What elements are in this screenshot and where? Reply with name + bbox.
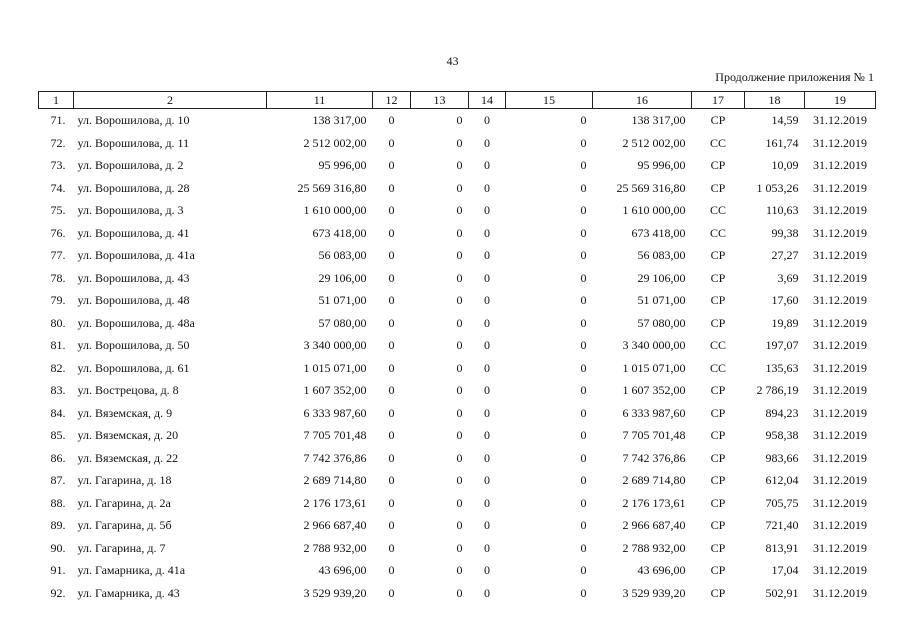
column-header-col-15: 15	[506, 92, 593, 109]
cell-address: ул. Вяземская, д. 22	[77, 450, 179, 465]
cell-col-14: 0	[484, 405, 490, 420]
cell-address: ул. Ворошилова, д. 3	[77, 203, 184, 217]
cell-col-16: 2 966 687,40	[622, 518, 686, 532]
cell-col-18: 17,04	[771, 563, 799, 577]
cell-col-12: 0	[388, 135, 395, 150]
cell-col-17: СР	[710, 450, 726, 465]
cell-col-12: 0	[388, 450, 395, 465]
cell-col-18: 2 786,19	[756, 383, 799, 397]
cell-col-12: 0	[388, 203, 395, 217]
cell-col-11: 138 317,00	[312, 113, 367, 127]
cell-col-19: 31.12.2019	[813, 315, 867, 330]
cell-col-12: 0	[388, 563, 395, 577]
cell-col-16: 2 512 002,00	[622, 135, 686, 150]
cell-col-11: 3 340 000,00	[303, 338, 367, 352]
column-header-col-12: 12	[373, 92, 411, 109]
cell-col-19: 31.12.2019	[813, 158, 867, 172]
cell-col-18: 1 053,26	[756, 180, 799, 195]
cell-col-13: 0	[456, 113, 463, 127]
cell-address: ул. Гамарника, д. 41а	[77, 563, 186, 577]
cell-col-13: 0	[456, 473, 463, 487]
cell-col-19: 31.12.2019	[813, 473, 867, 487]
table-header-row	[39, 92, 876, 109]
table-row	[39, 244, 876, 267]
cell-col-11: 3 529 939,20	[303, 585, 367, 600]
cell-col-13: 0	[456, 338, 463, 352]
cell-col-19: 31.12.2019	[813, 540, 867, 555]
cell-col-19: 31.12.2019	[813, 113, 867, 127]
cell-row-number: 86.	[50, 450, 66, 465]
cell-col-19: 31.12.2019	[813, 293, 867, 307]
cell-col-11: 1 015 071,00	[303, 360, 367, 375]
cell-address: ул. Гагарина, д. 2а	[77, 495, 171, 510]
cell-row-number: 71.	[50, 113, 66, 127]
cell-col-13: 0	[456, 158, 463, 172]
cell-col-19: 31.12.2019	[813, 428, 867, 442]
cell-col-14: 0	[484, 180, 490, 195]
cell-col-17: СР	[710, 585, 726, 600]
cell-col-11: 2 176 173,61	[303, 495, 367, 510]
cell-row-number: 84.	[50, 405, 66, 420]
cell-address: ул. Ворошилова, д. 50	[77, 338, 190, 352]
cell-row-number: 78.	[50, 270, 66, 285]
cell-col-19: 31.12.2019	[813, 180, 867, 195]
cell-row-number: 92.	[50, 585, 66, 600]
cell-col-11: 673 418,00	[312, 225, 367, 240]
cell-col-18: 161,74	[765, 135, 799, 150]
table-row	[39, 424, 876, 447]
cell-row-number: 73.	[50, 158, 66, 172]
table-row	[39, 357, 876, 380]
cell-col-19: 31.12.2019	[813, 225, 867, 240]
cell-col-16: 25 569 316,80	[616, 180, 686, 195]
cell-col-11: 2 966 687,40	[303, 518, 367, 532]
cell-col-17: СР	[710, 540, 726, 555]
cell-col-12: 0	[388, 518, 395, 532]
cell-col-13: 0	[456, 428, 463, 442]
cell-col-15: 0	[580, 158, 587, 172]
cell-col-13: 0	[456, 518, 463, 532]
cell-col-17: СС	[709, 203, 726, 217]
cell-row-number: 81.	[50, 338, 66, 352]
cell-col-11: 56 083,00	[318, 248, 367, 262]
cell-col-18: 894,23	[765, 405, 799, 420]
cell-col-13: 0	[456, 315, 463, 330]
cell-col-12: 0	[388, 225, 395, 240]
cell-col-16: 1 015 071,00	[622, 360, 686, 375]
cell-col-13: 0	[456, 495, 463, 510]
cell-row-number: 76.	[50, 225, 66, 240]
cell-col-11: 51 071,00	[318, 293, 367, 307]
cell-col-14: 0	[484, 585, 490, 600]
cell-col-13: 0	[456, 360, 463, 375]
cell-col-14: 0	[484, 428, 490, 442]
cell-address: ул. Ворошилова, д. 48	[77, 293, 190, 307]
table-row	[39, 492, 876, 515]
cell-col-16: 56 083,00	[637, 248, 686, 262]
cell-col-17: СР	[710, 158, 726, 172]
cell-row-number: 87.	[50, 473, 66, 487]
table-row	[39, 289, 876, 312]
cell-col-15: 0	[580, 495, 587, 510]
cell-col-17: СР	[710, 428, 726, 442]
cell-col-13: 0	[456, 293, 463, 307]
cell-col-12: 0	[388, 338, 395, 352]
cell-address: ул. Гамарника, д. 43	[77, 585, 180, 600]
cell-col-11: 43 696,00	[318, 563, 367, 577]
cell-col-15: 0	[580, 473, 587, 487]
cell-col-16: 138 317,00	[631, 113, 686, 127]
column-header-row-number: 1	[39, 92, 74, 109]
cell-col-15: 0	[580, 563, 587, 577]
cell-row-number: 90.	[50, 540, 66, 555]
cell-col-19: 31.12.2019	[813, 360, 867, 375]
cell-col-19: 31.12.2019	[813, 450, 867, 465]
cell-col-16: 7 705 701,48	[622, 428, 686, 442]
cell-col-17: СР	[710, 248, 726, 262]
cell-col-16: 43 696,00	[637, 563, 686, 577]
cell-col-13: 0	[456, 405, 463, 420]
cell-address: ул. Гагарина, д. 18	[77, 473, 172, 487]
cell-col-13: 0	[456, 540, 463, 555]
cell-col-18: 110,63	[765, 203, 799, 217]
cell-col-12: 0	[388, 473, 395, 487]
cell-address: ул. Ворошилова, д. 61	[77, 360, 190, 375]
cell-col-16: 1 607 352,00	[622, 383, 686, 397]
cell-col-11: 1 607 352,00	[303, 383, 367, 397]
cell-col-14: 0	[484, 158, 490, 172]
table-row	[39, 132, 876, 155]
cell-col-15: 0	[580, 225, 587, 240]
cell-row-number: 77.	[50, 248, 66, 262]
table-row	[39, 334, 876, 357]
cell-col-18: 19,89	[771, 315, 799, 330]
cell-col-14: 0	[484, 225, 490, 240]
table-row	[39, 514, 876, 537]
cell-col-13: 0	[456, 383, 463, 397]
table-row	[39, 582, 876, 605]
table-row	[39, 109, 876, 132]
cell-col-12: 0	[388, 113, 395, 127]
cell-col-19: 31.12.2019	[813, 203, 867, 217]
cell-col-17: СР	[710, 180, 726, 195]
cell-col-14: 0	[484, 113, 490, 127]
cell-address: ул. Ворошилова, д. 41	[77, 225, 190, 240]
cell-col-16: 1 610 000,00	[622, 203, 686, 217]
cell-col-15: 0	[580, 405, 587, 420]
cell-col-13: 0	[456, 203, 463, 217]
cell-row-number: 88.	[50, 495, 66, 510]
table-row	[39, 312, 876, 335]
cell-address: ул. Вяземская, д. 20	[77, 428, 179, 442]
cell-col-14: 0	[484, 563, 490, 577]
cell-col-15: 0	[580, 315, 587, 330]
cell-address: ул. Вострецова, д. 8	[77, 383, 179, 397]
table-row	[39, 447, 876, 470]
cell-col-12: 0	[388, 383, 395, 397]
cell-col-15: 0	[580, 585, 587, 600]
cell-col-16: 6 333 987,60	[622, 405, 686, 420]
column-header-col-13: 13	[411, 92, 469, 109]
table-row	[39, 379, 876, 402]
column-header-col-17: 17	[692, 92, 745, 109]
cell-col-16: 2 689 714,80	[622, 473, 686, 487]
cell-address: ул. Ворошилова, д. 48а	[77, 315, 195, 330]
cell-col-12: 0	[388, 540, 395, 555]
column-header-col-14: 14	[469, 92, 506, 109]
cell-col-12: 0	[388, 180, 395, 195]
cell-col-14: 0	[484, 135, 490, 150]
cell-col-14: 0	[484, 293, 490, 307]
cell-col-18: 27,27	[771, 248, 799, 262]
cell-col-15: 0	[580, 203, 587, 217]
cell-col-15: 0	[580, 450, 587, 465]
cell-col-17: СР	[710, 473, 726, 487]
cell-col-14: 0	[484, 495, 490, 510]
cell-col-17: СР	[710, 383, 726, 397]
cell-col-12: 0	[388, 270, 395, 285]
cell-col-17: СР	[710, 293, 726, 307]
cell-col-17: СР	[710, 315, 726, 330]
cell-col-18: 17,60	[771, 293, 799, 307]
table-row	[39, 154, 876, 177]
cell-col-14: 0	[484, 338, 490, 352]
cell-col-15: 0	[580, 248, 587, 262]
cell-col-19: 31.12.2019	[813, 338, 867, 352]
column-header-col-11: 11	[267, 92, 373, 109]
cell-col-11: 95 996,00	[318, 158, 367, 172]
cell-col-14: 0	[484, 248, 490, 262]
cell-col-14: 0	[484, 270, 490, 285]
cell-col-16: 57 080,00	[637, 315, 686, 330]
cell-col-18: 502,91	[765, 585, 799, 600]
cell-col-13: 0	[456, 563, 463, 577]
cell-col-17: СР	[710, 563, 726, 577]
table-row	[39, 222, 876, 245]
cell-row-number: 79.	[50, 293, 66, 307]
cell-col-12: 0	[388, 495, 395, 510]
column-header-address: 2	[74, 92, 267, 109]
cell-col-16: 2 788 932,00	[622, 540, 686, 555]
cell-col-12: 0	[388, 158, 395, 172]
cell-col-15: 0	[580, 428, 587, 442]
cell-col-11: 57 080,00	[318, 315, 367, 330]
cell-col-11: 7 742 376,86	[303, 450, 367, 465]
cell-col-16: 95 996,00	[637, 158, 686, 172]
cell-col-15: 0	[580, 113, 587, 127]
cell-col-11: 2 689 714,80	[303, 473, 367, 487]
cell-col-12: 0	[388, 315, 395, 330]
cell-col-19: 31.12.2019	[813, 270, 867, 285]
cell-col-19: 31.12.2019	[813, 405, 867, 420]
cell-col-17: СС	[709, 360, 726, 375]
cell-col-18: 197,07	[765, 338, 799, 352]
cell-col-13: 0	[456, 225, 463, 240]
cell-col-14: 0	[484, 540, 490, 555]
cell-col-13: 0	[456, 270, 463, 285]
table-row	[39, 402, 876, 425]
cell-col-19: 31.12.2019	[813, 383, 867, 397]
cell-col-17: СР	[710, 495, 726, 510]
cell-col-15: 0	[580, 383, 587, 397]
cell-col-11: 1 610 000,00	[303, 203, 367, 217]
cell-col-18: 958,38	[765, 428, 799, 442]
cell-col-16: 3 340 000,00	[622, 338, 686, 352]
cell-col-16: 673 418,00	[631, 225, 686, 240]
cell-col-17: СР	[710, 113, 726, 127]
cell-col-11: 7 705 701,48	[303, 428, 367, 442]
cell-col-12: 0	[388, 248, 395, 262]
cell-col-13: 0	[456, 450, 463, 465]
cell-col-12: 0	[388, 293, 395, 307]
cell-col-15: 0	[580, 135, 587, 150]
cell-col-14: 0	[484, 315, 490, 330]
cell-col-15: 0	[580, 540, 587, 555]
cell-col-18: 612,04	[765, 473, 799, 487]
cell-col-17: СР	[710, 270, 726, 285]
table-row	[39, 199, 876, 222]
cell-col-12: 0	[388, 360, 395, 375]
cell-address: ул. Вяземская, д. 9	[77, 405, 173, 420]
cell-col-12: 0	[388, 428, 395, 442]
cell-col-17: СС	[709, 338, 726, 352]
cell-row-number: 91.	[50, 563, 66, 577]
cell-row-number: 74.	[50, 180, 66, 195]
cell-col-13: 0	[456, 135, 463, 150]
cell-col-19: 31.12.2019	[813, 248, 867, 262]
cell-col-15: 0	[580, 270, 587, 285]
cell-col-13: 0	[456, 248, 463, 262]
cell-col-14: 0	[484, 203, 490, 217]
cell-col-18: 3,69	[777, 270, 799, 285]
column-header-col-19: 19	[805, 92, 876, 109]
cell-col-13: 0	[456, 585, 463, 600]
appendix-table	[38, 91, 876, 604]
cell-col-18: 705,75	[765, 495, 799, 510]
cell-col-11: 25 569 316,80	[297, 180, 367, 195]
cell-col-17: СР	[710, 518, 726, 532]
table-row	[39, 177, 876, 200]
table-row	[39, 537, 876, 560]
cell-col-17: СС	[709, 135, 726, 150]
cell-col-19: 31.12.2019	[813, 518, 867, 532]
cell-col-11: 2 512 002,00	[303, 135, 367, 150]
cell-row-number: 72.	[50, 135, 66, 150]
column-header-col-18: 18	[745, 92, 805, 109]
cell-col-18: 983,66	[765, 450, 799, 465]
cell-col-13: 0	[456, 180, 463, 195]
cell-col-14: 0	[484, 383, 490, 397]
cell-col-18: 813,91	[765, 540, 799, 555]
table-row	[39, 267, 876, 290]
cell-col-19: 31.12.2019	[813, 585, 867, 600]
cell-col-16: 51 071,00	[637, 293, 686, 307]
cell-row-number: 75.	[50, 203, 66, 217]
cell-col-18: 10,09	[771, 158, 799, 172]
cell-col-18: 135,63	[765, 360, 799, 375]
cell-col-19: 31.12.2019	[813, 495, 867, 510]
cell-address: ул. Гагарина, д. 7	[77, 540, 166, 555]
cell-row-number: 80.	[50, 315, 66, 330]
column-header-col-16: 16	[593, 92, 692, 109]
cell-col-15: 0	[580, 338, 587, 352]
cell-col-14: 0	[484, 473, 490, 487]
cell-col-17: СР	[710, 405, 726, 420]
cell-col-12: 0	[388, 405, 395, 420]
cell-col-16: 3 529 939,20	[622, 585, 686, 600]
cell-col-11: 29 106,00	[318, 270, 367, 285]
cell-col-18: 721,40	[765, 518, 799, 532]
cell-col-14: 0	[484, 360, 490, 375]
cell-col-14: 0	[484, 518, 490, 532]
cell-col-15: 0	[580, 518, 587, 532]
cell-row-number: 85.	[50, 428, 66, 442]
cell-col-12: 0	[388, 585, 395, 600]
cell-row-number: 89.	[50, 518, 66, 532]
table-row	[39, 559, 876, 582]
cell-address: ул. Ворошилова, д. 41а	[77, 248, 195, 262]
cell-col-17: СС	[709, 225, 726, 240]
table-body	[39, 109, 876, 605]
cell-col-15: 0	[580, 360, 587, 375]
table-row	[39, 469, 876, 492]
cell-address: ул. Ворошилова, д. 11	[77, 135, 190, 150]
cell-col-15: 0	[580, 293, 587, 307]
cell-col-18: 99,38	[771, 225, 799, 240]
cell-address: ул. Ворошилова, д. 2	[77, 158, 184, 172]
cell-row-number: 82.	[50, 360, 66, 375]
cell-address: ул. Ворошилова, д. 10	[77, 113, 190, 127]
cell-col-16: 2 176 173,61	[622, 495, 686, 510]
continuation-label: Продолжение приложения № 1	[715, 70, 874, 84]
cell-col-14: 0	[484, 450, 490, 465]
cell-address: ул. Ворошилова, д. 28	[77, 180, 190, 195]
page-number: 43	[446, 54, 459, 68]
cell-col-15: 0	[580, 180, 587, 195]
cell-address: ул. Ворошилова, д. 43	[77, 270, 190, 285]
cell-col-16: 29 106,00	[637, 270, 686, 285]
cell-col-11: 6 333 987,60	[303, 405, 367, 420]
cell-col-11: 2 788 932,00	[303, 540, 367, 555]
cell-col-19: 31.12.2019	[813, 563, 867, 577]
cell-address: ул. Гагарина, д. 5б	[77, 518, 172, 532]
cell-col-19: 31.12.2019	[813, 135, 867, 150]
cell-col-18: 14,59	[771, 113, 799, 127]
cell-row-number: 83.	[50, 383, 66, 397]
cell-col-16: 7 742 376,86	[622, 450, 686, 465]
